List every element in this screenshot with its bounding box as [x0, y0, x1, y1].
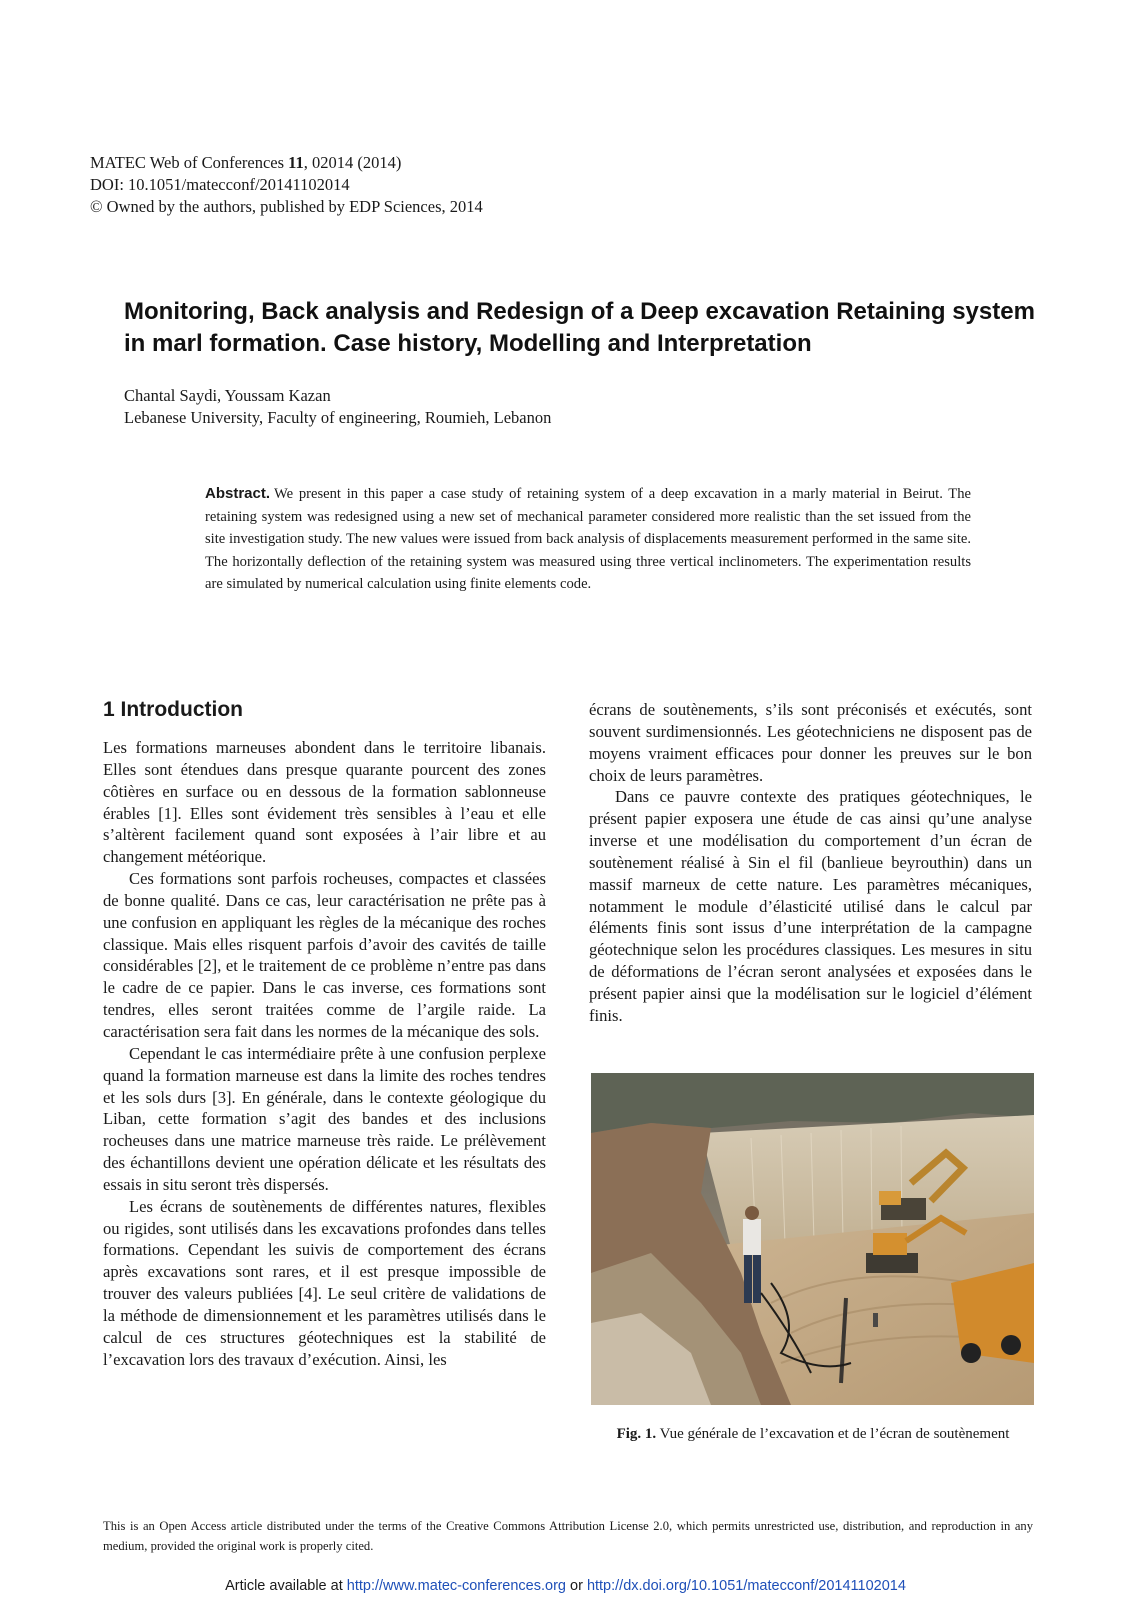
doi-line: DOI: 10.1051/matecconf/20141102014	[90, 175, 350, 194]
paragraph: Les formations marneuses abondent dans le territoire libanais. Elles sont étendues dans presque quarante pourcent des zones côtières en surface ou en dessous de la formation sablonneuse érables [1]. Elles sont évidement très sensibles à l’eau et elle s’altèrent facilement quand sont exposées à l’air libre et au changement météorique.	[103, 738, 546, 867]
right-column	[589, 699, 1032, 1027]
availability-line: Article available at http://www.matec-conferences.org or http://dx.doi.org/10.1051/matecconf/20141102014	[225, 1578, 906, 1594]
figure-caption	[590, 1424, 1036, 1444]
left-column	[103, 697, 546, 1370]
abstract-label: Abstract.	[205, 485, 271, 502]
figure-label: Fig. 1.	[616, 1426, 657, 1442]
paragraph: Les écrans de soutènements de différentes natures, flexibles ou rigides, sont utilisés dans les excavations profondes dans telles formations. Cependant les suivis de comportement des écrans après excavations sont rares, et il est presque impossible de trouver des valeurs publiées [4]. Le seul critère de validations de la méthode de dimensionnement et les paramètres utilisés dans le calcul de ces structures géotechniques est la stabilité de l’excavation lors des travaux d’exécution. Ainsi, les	[103, 1196, 546, 1369]
author-block	[124, 385, 551, 429]
abstract	[205, 483, 971, 596]
excavation-photo	[591, 1073, 1034, 1405]
journal-citation: MATEC Web of Conferences 11, 02014 (2014)	[90, 153, 402, 172]
paragraph: Ces formations sont parfois rocheuses, compactes et classées de bonne qualité. Dans ce cas, leur caractérisation ne prête pas à une confusion en appliquant les règles de la mécanique des roches classique. Mais elles risquent parfois d’avoir des cavités de taille considérables [2], et le traitement de ce problème n’entre pas dans le cadre de ce papier. Dans le cas inverse, ces formations sont tendres, elles seront traitées comme de l’argile raide. La caractérisation sera fait dans les normes de la mécanique des sols.	[103, 869, 546, 1041]
paragraph: Cependant le cas intermédiaire prête à une confusion perplexe quand la formation marneuse est dans la limite des roches tendres et les sols durs [3]. En générale, dans le contexte géologique du Liban, cette formation s’agit des bandes et des inclusions rocheuses dans une matrice marneuse très raide. Le prélèvement des échantillons devient une opération délicate et les résultats des essais in situ seront très dispersés.	[103, 1043, 546, 1194]
paragraph: écrans de soutènements, s’ils sont préconisés et exécutés, sont souvent surdimensionnés. Les géotechniciens ne disposent pas de moyens vraiment efficaces pour donner les preuves sur le bon choix de leurs paramètres.	[589, 700, 1032, 785]
license-footnote: This is an Open Access article distributed under the terms of the Creative Commons Attribution License 2.0, which permits unrestricted use, distribution, and reproduction in any medium, provided the original work is properly cited.	[103, 1519, 1033, 1553]
author-affiliation: Lebanese University, Faculty of engineering, Roumieh, Lebanon	[124, 408, 552, 427]
abstract-text: We present in this paper a case study of retaining system of a deep excavation in a marly material in Beirut. The retaining system was redesigned using a new set of mechanical parameter considered more realistic than the set issued from the site investigation study. The new values were issued from back analysis of displacements measurement performed in the same site. The horizontally deflection of the retaining system was measured using three vertical inclinometers. The experimentation results are simulated by numerical calculation using finite elements code.	[205, 486, 971, 592]
matec-link[interactable]: http://www.matec-conferences.org	[346, 1578, 566, 1594]
paragraph: Dans ce pauvre contexte des pratiques géotechniques, le présent papier exposera une étude de cas ainsi qu’une analyse inverse et une modélisation du comportement d’un écran de soutènement réalisé à Sin el fil (banlieue beyrouthin) dans un massif marneux de cette nature. Les paramètres mécaniques, notamment le module d’élasticité utilisé dans le calcul par éléments finis sont issus d’une interprétation de la campagne géotechnique selon les procédures classiques. Les mesures in situ de déformations de l’écran seront analysées et exposées dans le présent papier ainsi que la modélisation sur le logiciel d’élément finis.	[589, 787, 1032, 1025]
journal-header	[90, 152, 483, 218]
copyright-line: © Owned by the authors, published by EDP Sciences, 2014	[90, 197, 483, 216]
section-heading: 1 Introduction	[103, 698, 243, 721]
doi-link[interactable]: http://dx.doi.org/10.1051/matecconf/20141102014	[586, 1578, 906, 1594]
figure-excavation-photo	[591, 1073, 1034, 1405]
author-names: Chantal Saydi, Youssam Kazan	[124, 386, 331, 405]
figure-caption-text: Vue générale de l’excavation et de l’écran de soutènement	[656, 1426, 1010, 1442]
paper-title: Monitoring, Back analysis and Redesign of a Deep excavation Retaining system in marl formation. Case history, Modelling and Interpretation	[124, 298, 1035, 357]
